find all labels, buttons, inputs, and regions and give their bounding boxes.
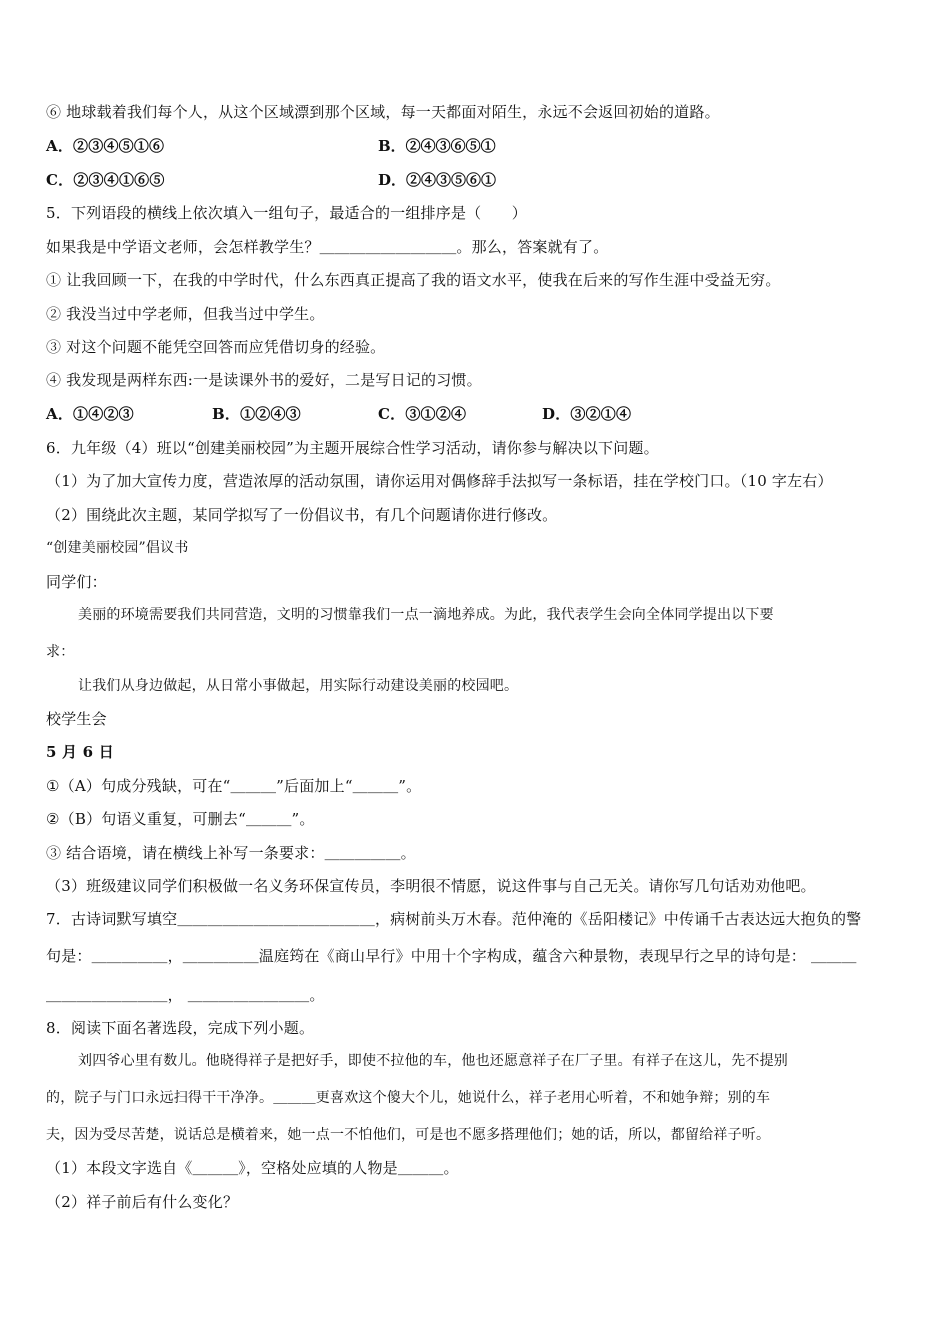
q7-line-1: 7．古诗词默写填空＿＿＿＿＿＿＿＿＿＿＿＿＿，病树前头万木春。范仲淹的《岳阳楼记》中传诵千古表达远大抱负的警 (46, 910, 862, 928)
q5-sentence-3: ③ 对这个问题不能凭空回答而应凭借切身的经验。 (46, 338, 386, 356)
q5-stem: 5．下列语段的横线上依次填入一组句子，最适合的一组排序是（ ） (46, 204, 527, 222)
q5-sentence-4: ④ 我发现是两样东西:一是读课外书的爱好，二是写日记的习惯。 (46, 371, 482, 389)
q8-stem: 8．阅读下面名著选段，完成下列小题。 (46, 1019, 315, 1037)
q6-revision-3: ③ 结合语境，请在横线上补写一条要求：＿＿＿＿＿。 (46, 844, 416, 862)
q5-option-d: D．③②①④ (542, 405, 632, 423)
proposal-body-1: 美丽的环境需要我们共同营造，文明的习惯靠我们一点一滴地养成。为此，我代表学生会向全体同学提出以下要 (78, 607, 774, 623)
q4-option-a: A．②③④⑤①⑥ (46, 137, 165, 155)
q8-passage-1: 刘四爷心里有数儿。他晓得祥子是把好手，即使不拉他的车，他也还愿意祥子在厂子里。有祥子在这儿，先不提别 (78, 1053, 788, 1069)
q4-option-c: C．②③④①⑥⑤ (46, 171, 165, 189)
q7-line-2: 句是：＿＿＿＿＿，＿＿＿＿＿温庭筠在《商山早行》中用十个字构成，蕴含六种景物，表现早行之早的诗句是： ＿＿＿ (46, 947, 857, 965)
q6-revision-2: ②（B）句语义重复，可删去“＿＿＿”。 (46, 810, 315, 828)
q4-option-d: D．②④③⑤⑥① (378, 171, 497, 189)
q4-option-b: B．②④③⑥⑤① (378, 137, 496, 155)
q5-option-a: A．①④②③ (46, 405, 134, 423)
q8-part-2: （2）祥子前后有什么变化？ (46, 1193, 239, 1211)
q4-item-6: ⑥ 地球载着我们每个人，从这个区域漂到那个区域，每一天都面对陌生，永远不会返回初始的道路。 (46, 103, 720, 121)
proposal-body-2: 让我们从身边做起，从日常小事做起，用实际行动建设美丽的校园吧。 (78, 678, 519, 694)
q6-part-3: （3）班级建议同学们积极做一名义务环保宣传员，李明很不情愿，说这件事与自己无关。请你写几句话劝劝他吧。 (46, 877, 816, 895)
proposal-greeting: 同学们： (46, 573, 107, 591)
q8-passage-2: 的，院子与门口永远扫得干干净净。＿＿＿更喜欢这个傻大个儿，她说什么，祥子老用心听着，不和她争辩；别的车 (46, 1090, 771, 1106)
q6-part-2: （2）围绕此次主题，某同学拟写了一份倡议书，有几个问题请你进行修改。 (46, 506, 558, 524)
proposal-body-1-cont: 求： (46, 644, 75, 660)
q7-line-3: ＿＿＿＿＿＿＿＿， ＿＿＿＿＿＿＿＿。 (46, 986, 325, 1004)
proposal-signature: 校学生会 (46, 710, 107, 728)
q8-part-1: （1）本段文字选自《＿＿＿》，空格处应填的人物是＿＿＿。 (46, 1159, 459, 1177)
q5-option-b: B．①②④③ (212, 405, 301, 423)
q5-sentence-2: ② 我没当过中学老师，但我当过中学生。 (46, 305, 325, 323)
q5-passage: 如果我是中学语文老师，会怎样教学生？＿＿＿＿＿＿＿＿＿。那么，答案就有了。 (46, 238, 609, 256)
q6-part-1: （1）为了加大宣传力度，营造浓厚的活动氛围，请你运用对偶修辞手法拟写一条标语，挂在学校门口。（10 字左右） (46, 472, 833, 490)
q8-passage-3: 夫，因为受尽苦楚，说话总是横着来，她一点一不怕他们，可是也不愿多搭理他们；她的话，所以，都留给祥子听。 (46, 1127, 771, 1143)
proposal-date: 5 月 6 日 (46, 743, 114, 761)
q6-revision-1: ①（A）句成分残缺，可在“＿＿＿”后面加上“＿＿＿”。 (46, 777, 422, 795)
q5-option-c: C．③①②④ (378, 405, 467, 423)
q6-stem: 6．九年级（4）班以“创建美丽校园”为主题开展综合性学习活动，请你参与解决以下问题。 (46, 439, 659, 457)
proposal-title: “创建美丽校园”倡议书 (46, 540, 189, 556)
q5-sentence-1: ① 让我回顾一下，在我的中学时代，什么东西真正提高了我的语文水平，使我在后来的写作生涯中受益无穷。 (46, 271, 781, 289)
